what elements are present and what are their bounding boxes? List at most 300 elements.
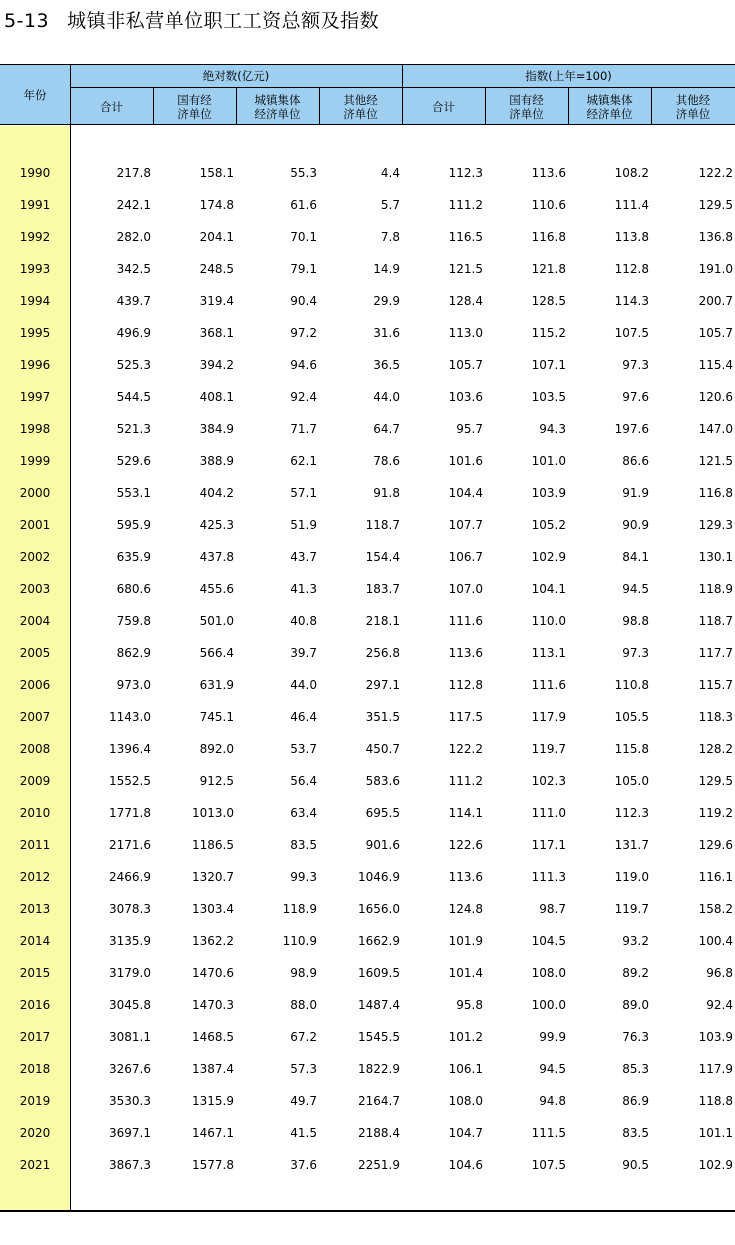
value-cell: 1186.5 <box>192 838 234 852</box>
year-cell: 1997 <box>19 390 51 404</box>
value-cell: 107.0 <box>448 582 483 596</box>
value-cell: 107.1 <box>531 358 566 372</box>
value-cell: 89.0 <box>622 998 649 1012</box>
value-cell: 108.0 <box>448 1094 483 1108</box>
year-cell: 1991 <box>19 198 51 212</box>
value-cell: 256.8 <box>365 646 400 660</box>
value-cell: 1468.5 <box>192 1030 234 1044</box>
value-cell: 94.3 <box>539 422 566 436</box>
col-header-index-total: 合计 <box>432 99 455 114</box>
value-cell: 97.2 <box>290 326 317 340</box>
value-cell: 111.6 <box>448 614 483 628</box>
table-row <box>0 1117 735 1149</box>
value-cell: 242.1 <box>116 198 151 212</box>
value-cell: 37.6 <box>290 1158 317 1172</box>
year-cell: 1992 <box>19 230 51 244</box>
value-cell: 98.8 <box>622 614 649 628</box>
value-cell: 117.7 <box>698 646 733 660</box>
value-cell: 90.4 <box>290 294 317 308</box>
value-cell: 404.2 <box>199 486 234 500</box>
value-cell: 88.0 <box>290 998 317 1012</box>
value-cell: 408.1 <box>199 390 234 404</box>
year-cell: 1994 <box>19 294 51 308</box>
value-cell: 97.3 <box>622 646 649 660</box>
data-table <box>0 64 735 1214</box>
value-cell: 101.6 <box>448 454 483 468</box>
value-cell: 118.7 <box>698 614 733 628</box>
table-row <box>0 413 735 445</box>
value-cell: 57.3 <box>290 1062 317 1076</box>
value-cell: 113.8 <box>614 230 649 244</box>
value-cell: 1143.0 <box>109 710 151 724</box>
table-row <box>0 765 735 797</box>
value-cell: 3078.3 <box>109 902 151 916</box>
value-cell: 100.4 <box>698 934 733 948</box>
value-cell: 501.0 <box>199 614 234 628</box>
value-cell: 128.5 <box>531 294 566 308</box>
year-cell: 2017 <box>19 1030 51 1044</box>
value-cell: 121.5 <box>698 454 733 468</box>
value-cell: 2171.6 <box>109 838 151 852</box>
value-cell: 183.7 <box>365 582 400 596</box>
value-cell: 1470.6 <box>192 966 234 980</box>
value-cell: 41.5 <box>290 1126 317 1140</box>
value-cell: 368.1 <box>199 326 234 340</box>
value-cell: 1822.9 <box>358 1062 400 1076</box>
table-row <box>0 1053 735 1085</box>
table-row <box>0 957 735 989</box>
value-cell: 631.9 <box>199 678 234 692</box>
value-cell: 111.3 <box>531 870 566 884</box>
value-cell: 94.6 <box>290 358 317 372</box>
year-cell: 2001 <box>19 518 51 532</box>
value-cell: 104.6 <box>448 1158 483 1172</box>
value-cell: 79.1 <box>290 262 317 276</box>
col-header-absolute-state-owned: 国有经 济单位 <box>177 92 212 121</box>
value-cell: 31.6 <box>373 326 400 340</box>
value-cell: 118.3 <box>698 710 733 724</box>
value-cell: 113.6 <box>448 646 483 660</box>
value-cell: 104.4 <box>448 486 483 500</box>
table-row <box>0 989 735 1021</box>
value-cell: 2466.9 <box>109 870 151 884</box>
value-cell: 78.6 <box>373 454 400 468</box>
value-cell: 106.1 <box>448 1062 483 1076</box>
value-cell: 121.5 <box>448 262 483 276</box>
value-cell: 1467.1 <box>192 1126 234 1140</box>
value-cell: 892.0 <box>199 742 234 756</box>
value-cell: 119.7 <box>614 902 649 916</box>
year-cell: 2013 <box>19 902 51 916</box>
value-cell: 86.6 <box>622 454 649 468</box>
year-cell: 2009 <box>19 774 51 788</box>
value-cell: 114.1 <box>448 806 483 820</box>
value-cell: 43.7 <box>290 550 317 564</box>
value-cell: 3045.8 <box>109 998 151 1012</box>
table-row <box>0 221 735 253</box>
value-cell: 1303.4 <box>192 902 234 916</box>
table-row <box>0 1085 735 1117</box>
value-cell: 1470.3 <box>192 998 234 1012</box>
value-cell: 90.9 <box>622 518 649 532</box>
value-cell: 425.3 <box>199 518 234 532</box>
table-row <box>0 925 735 957</box>
value-cell: 101.4 <box>448 966 483 980</box>
value-cell: 121.8 <box>531 262 566 276</box>
year-cell: 1998 <box>19 422 51 436</box>
year-cell: 1996 <box>19 358 51 372</box>
value-cell: 351.5 <box>365 710 400 724</box>
value-cell: 1387.4 <box>192 1062 234 1076</box>
year-cell: 2010 <box>19 806 51 820</box>
value-cell: 117.9 <box>698 1062 733 1076</box>
value-cell: 973.0 <box>116 678 151 692</box>
value-cell: 200.7 <box>698 294 733 308</box>
year-cell: 2012 <box>19 870 51 884</box>
value-cell: 112.8 <box>448 678 483 692</box>
value-cell: 111.6 <box>531 678 566 692</box>
value-cell: 95.8 <box>456 998 483 1012</box>
value-cell: 44.0 <box>373 390 400 404</box>
year-cell: 2018 <box>19 1062 51 1076</box>
value-cell: 104.7 <box>448 1126 483 1140</box>
value-cell: 119.2 <box>698 806 733 820</box>
value-cell: 455.6 <box>199 582 234 596</box>
value-cell: 101.2 <box>448 1030 483 1044</box>
value-cell: 112.3 <box>614 806 649 820</box>
value-cell: 95.7 <box>456 422 483 436</box>
table-row <box>0 317 735 349</box>
value-cell: 84.1 <box>622 550 649 564</box>
table-row <box>0 733 735 765</box>
value-cell: 51.9 <box>290 518 317 532</box>
value-cell: 89.2 <box>622 966 649 980</box>
value-cell: 122.6 <box>448 838 483 852</box>
table-row <box>0 861 735 893</box>
value-cell: 49.7 <box>290 1094 317 1108</box>
table-row <box>0 381 735 413</box>
value-cell: 319.4 <box>199 294 234 308</box>
value-cell: 106.7 <box>448 550 483 564</box>
value-cell: 94.8 <box>539 1094 566 1108</box>
year-cell: 2020 <box>19 1126 51 1140</box>
value-cell: 111.0 <box>531 806 566 820</box>
value-cell: 103.6 <box>448 390 483 404</box>
year-cell: 2019 <box>19 1094 51 1108</box>
value-cell: 566.4 <box>199 646 234 660</box>
value-cell: 83.5 <box>622 1126 649 1140</box>
value-cell: 191.0 <box>698 262 733 276</box>
value-cell: 3530.3 <box>109 1094 151 1108</box>
value-cell: 129.3 <box>698 518 733 532</box>
value-cell: 204.1 <box>199 230 234 244</box>
value-cell: 158.1 <box>199 166 234 180</box>
value-cell: 119.7 <box>531 742 566 756</box>
value-cell: 1771.8 <box>109 806 151 820</box>
value-cell: 912.5 <box>199 774 234 788</box>
value-cell: 97.3 <box>622 358 649 372</box>
value-cell: 67.2 <box>290 1030 317 1044</box>
value-cell: 83.5 <box>290 838 317 852</box>
value-cell: 117.9 <box>531 710 566 724</box>
value-cell: 1577.8 <box>192 1158 234 1172</box>
year-cell: 1990 <box>19 166 51 180</box>
table-row <box>0 1149 735 1181</box>
value-cell: 154.4 <box>365 550 400 564</box>
value-cell: 46.4 <box>290 710 317 724</box>
value-cell: 101.1 <box>698 1126 733 1140</box>
year-cell: 2005 <box>19 646 51 660</box>
table-row <box>0 797 735 829</box>
table-row <box>0 701 735 733</box>
value-cell: 119.0 <box>614 870 649 884</box>
value-cell: 439.7 <box>116 294 151 308</box>
value-cell: 695.5 <box>365 806 400 820</box>
col-header-index-state-owned: 国有经 济单位 <box>509 92 544 121</box>
value-cell: 248.5 <box>199 262 234 276</box>
value-cell: 521.3 <box>116 422 151 436</box>
value-cell: 129.6 <box>698 838 733 852</box>
value-cell: 85.3 <box>622 1062 649 1076</box>
table-row <box>0 349 735 381</box>
value-cell: 117.5 <box>448 710 483 724</box>
value-cell: 297.1 <box>365 678 400 692</box>
value-cell: 4.4 <box>380 166 400 180</box>
value-cell: 53.7 <box>290 742 317 756</box>
col-header-index-other: 其他经 济单位 <box>675 92 711 121</box>
value-cell: 105.5 <box>614 710 649 724</box>
value-cell: 158.2 <box>698 902 733 916</box>
value-cell: 90.5 <box>622 1158 649 1172</box>
value-cell: 105.7 <box>698 326 733 340</box>
value-cell: 1545.5 <box>358 1030 400 1044</box>
value-cell: 94.5 <box>539 1062 566 1076</box>
value-cell: 635.9 <box>116 550 151 564</box>
value-cell: 103.9 <box>531 486 566 500</box>
year-cell: 2007 <box>19 710 51 724</box>
value-cell: 1656.0 <box>358 902 400 916</box>
value-cell: 525.3 <box>116 358 151 372</box>
value-cell: 3135.9 <box>109 934 151 948</box>
value-cell: 116.8 <box>698 486 733 500</box>
value-cell: 136.8 <box>698 230 733 244</box>
value-cell: 115.8 <box>614 742 649 756</box>
value-cell: 901.6 <box>365 838 400 852</box>
table-row <box>0 637 735 669</box>
value-cell: 118.8 <box>698 1094 733 1108</box>
value-cell: 115.4 <box>698 358 733 372</box>
value-cell: 105.2 <box>531 518 566 532</box>
value-cell: 553.1 <box>116 486 151 500</box>
value-cell: 217.8 <box>116 166 151 180</box>
table-title-text: 城镇非私营单位职工工资总额及指数 <box>67 10 380 32</box>
value-cell: 102.3 <box>531 774 566 788</box>
value-cell: 39.7 <box>290 646 317 660</box>
value-cell: 61.6 <box>290 198 317 212</box>
value-cell: 111.2 <box>448 198 483 212</box>
value-cell: 1487.4 <box>358 998 400 1012</box>
value-cell: 129.5 <box>698 198 733 212</box>
value-cell: 108.2 <box>614 166 649 180</box>
value-cell: 56.4 <box>290 774 317 788</box>
value-cell: 44.0 <box>290 678 317 692</box>
value-cell: 394.2 <box>199 358 234 372</box>
value-cell: 1046.9 <box>358 870 400 884</box>
value-cell: 7.8 <box>380 230 400 244</box>
value-cell: 40.8 <box>290 614 317 628</box>
value-cell: 63.4 <box>290 806 317 820</box>
value-cell: 55.3 <box>290 166 317 180</box>
table-row <box>0 573 735 605</box>
value-cell: 29.9 <box>373 294 400 308</box>
value-cell: 595.9 <box>116 518 151 532</box>
value-cell: 118.9 <box>282 902 317 916</box>
value-cell: 680.6 <box>116 582 151 596</box>
value-cell: 128.2 <box>698 742 733 756</box>
year-cell: 2016 <box>19 998 51 1012</box>
table-row <box>0 253 735 285</box>
table-row <box>0 1021 735 1053</box>
value-cell: 91.8 <box>373 486 400 500</box>
value-cell: 117.1 <box>531 838 566 852</box>
value-cell: 86.9 <box>622 1094 649 1108</box>
value-cell: 388.9 <box>199 454 234 468</box>
value-cell: 3697.1 <box>109 1126 151 1140</box>
year-cell: 2011 <box>19 838 51 852</box>
value-cell: 104.5 <box>531 934 566 948</box>
value-cell: 120.6 <box>698 390 733 404</box>
value-cell: 62.1 <box>290 454 317 468</box>
value-cell: 115.2 <box>531 326 566 340</box>
value-cell: 99.3 <box>290 870 317 884</box>
value-cell: 91.9 <box>622 486 649 500</box>
value-cell: 110.0 <box>531 614 566 628</box>
value-cell: 1362.2 <box>192 934 234 948</box>
value-cell: 544.5 <box>116 390 151 404</box>
value-cell: 115.7 <box>698 678 733 692</box>
table-row <box>0 605 735 637</box>
value-cell: 112.3 <box>448 166 483 180</box>
value-cell: 1320.7 <box>192 870 234 884</box>
value-cell: 2188.4 <box>358 1126 400 1140</box>
table-row <box>0 189 735 221</box>
value-cell: 529.6 <box>116 454 151 468</box>
table-row <box>0 477 735 509</box>
bottom-rule <box>0 1210 735 1212</box>
year-cell: 2004 <box>19 614 51 628</box>
value-cell: 101.9 <box>448 934 483 948</box>
value-cell: 759.8 <box>116 614 151 628</box>
value-cell: 122.2 <box>448 742 483 756</box>
value-cell: 1013.0 <box>192 806 234 820</box>
value-cell: 104.1 <box>531 582 566 596</box>
value-cell: 100.0 <box>531 998 566 1012</box>
value-cell: 1609.5 <box>358 966 400 980</box>
value-cell: 116.1 <box>698 870 733 884</box>
value-cell: 197.6 <box>614 422 649 436</box>
col-header-index-collective: 城镇集体 经济单位 <box>586 92 633 121</box>
year-cell: 2008 <box>19 742 51 756</box>
value-cell: 128.4 <box>448 294 483 308</box>
value-cell: 102.9 <box>531 550 566 564</box>
value-cell: 116.5 <box>448 230 483 244</box>
year-cell: 1995 <box>19 326 51 340</box>
year-cell: 2021 <box>19 1158 51 1172</box>
value-cell: 1315.9 <box>192 1094 234 1108</box>
value-cell: 98.9 <box>290 966 317 980</box>
col-header-absolute-collective: 城镇集体 经济单位 <box>254 92 301 121</box>
value-cell: 96.8 <box>706 966 733 980</box>
value-cell: 437.8 <box>199 550 234 564</box>
table-number: 5-13 <box>4 10 50 32</box>
table-row <box>0 669 735 701</box>
value-cell: 583.6 <box>365 774 400 788</box>
value-cell: 110.9 <box>282 934 317 948</box>
value-cell: 496.9 <box>116 326 151 340</box>
value-cell: 862.9 <box>116 646 151 660</box>
year-cell: 2000 <box>19 486 51 500</box>
value-cell: 99.9 <box>539 1030 566 1044</box>
value-cell: 14.9 <box>373 262 400 276</box>
value-cell: 3867.3 <box>109 1158 151 1172</box>
table-row <box>0 509 735 541</box>
value-cell: 116.8 <box>531 230 566 244</box>
value-cell: 112.8 <box>614 262 649 276</box>
value-cell: 110.8 <box>614 678 649 692</box>
value-cell: 5.7 <box>380 198 400 212</box>
table-row <box>0 829 735 861</box>
value-cell: 108.0 <box>531 966 566 980</box>
value-cell: 2164.7 <box>358 1094 400 1108</box>
value-cell: 102.9 <box>698 1158 733 1172</box>
value-cell: 122.2 <box>698 166 733 180</box>
value-cell: 745.1 <box>199 710 234 724</box>
value-cell: 71.7 <box>290 422 317 436</box>
value-cell: 450.7 <box>365 742 400 756</box>
value-cell: 218.1 <box>365 614 400 628</box>
value-cell: 105.0 <box>614 774 649 788</box>
value-cell: 111.4 <box>614 198 649 212</box>
value-cell: 129.5 <box>698 774 733 788</box>
table-row <box>0 445 735 477</box>
col-header-absolute-total: 合计 <box>100 99 123 114</box>
value-cell: 110.6 <box>531 198 566 212</box>
value-cell: 113.6 <box>448 870 483 884</box>
value-cell: 57.1 <box>290 486 317 500</box>
value-cell: 41.3 <box>290 582 317 596</box>
value-cell: 70.1 <box>290 230 317 244</box>
value-cell: 114.3 <box>614 294 649 308</box>
index-group-header: 指数(上年=100) <box>525 69 612 83</box>
value-cell: 97.6 <box>622 390 649 404</box>
value-cell: 282.0 <box>116 230 151 244</box>
value-cell: 107.7 <box>448 518 483 532</box>
year-cell: 2015 <box>19 966 51 980</box>
value-cell: 2251.9 <box>358 1158 400 1172</box>
value-cell: 94.5 <box>622 582 649 596</box>
value-cell: 107.5 <box>531 1158 566 1172</box>
value-cell: 105.7 <box>448 358 483 372</box>
value-cell: 3267.6 <box>109 1062 151 1076</box>
table-row <box>0 157 735 189</box>
year-cell: 1999 <box>19 454 51 468</box>
value-cell: 93.2 <box>622 934 649 948</box>
year-cell: 2002 <box>19 550 51 564</box>
value-cell: 76.3 <box>622 1030 649 1044</box>
value-cell: 98.7 <box>539 902 566 916</box>
value-cell: 124.8 <box>448 902 483 916</box>
value-cell: 107.5 <box>614 326 649 340</box>
